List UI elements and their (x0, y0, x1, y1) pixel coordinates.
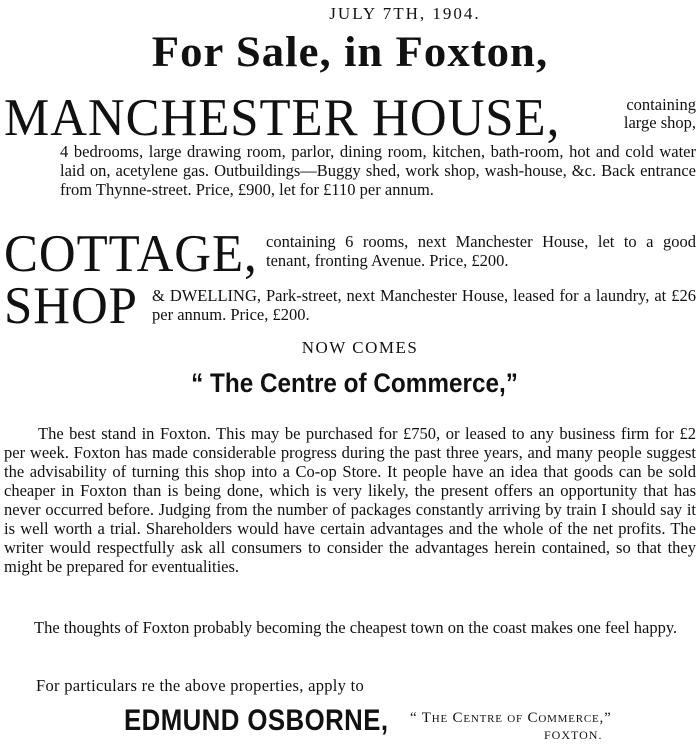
particulars-line: For particulars re the above properties, apply to (36, 676, 365, 695)
cottage-description: containing 6 rooms, next Manchester House, let to a good tenant, fronting Avenue. Price, £200. (266, 232, 696, 270)
centre-of-commerce-title: “ The Centre of Commerce,” (191, 368, 518, 398)
manchester-house-description: 4 bedrooms, large drawing room, parlor, dining room, kitchen, bath-room, hot and cold water laid on, acetylene gas. Outbuildings—Buggy shed, work shop, wash-house, &c. Back entrance from Thynne-street. Price, £900, let for £110 per annum. (60, 142, 696, 199)
foxton-paragraph-text: The thoughts of Foxton probably becoming the cheapest town on the coast makes one feel happy. (34, 618, 678, 637)
issue-date: JULY 7TH, 1904. (329, 4, 481, 23)
signature-name: EDMUND OSBORNE, (124, 704, 389, 737)
shop-title: SHOP (4, 277, 138, 335)
now-comes-heading: NOW COMES (301, 338, 419, 357)
description-paragraph (4, 424, 696, 576)
headline: For Sale, in Foxton, (151, 29, 549, 76)
signature-town: FOXTON. (544, 728, 603, 742)
shop-description: & DWELLING, Park-street, next Manchester House, leased for a laundry, at £26 per annum. Price, £200. (152, 286, 696, 324)
signature-business: “ The Centre of Commerce,” (410, 710, 612, 726)
manchester-house-title: MANCHESTER HOUSE, (4, 89, 561, 147)
description-paragraph-text: The best stand in Foxton. This may be purchased for £750, or leased to any business firm for £2 per week. Foxton has made considerable progress during the past three years, and many people suggest the advisability of turning this shop into a Co-op Store. It people have an idea that goods can be sold cheaper in Foxton than is being done, which is very likely, the present offers an opportunity that has never occurred before. Judging from the number of packages constantly arriving by train I should say it is well worth a trial. Shareholders would have certain advantages and the whole of the net profits. The writer would respectfully ask all consumers to consider the advantages herein contained, so that they might be prepared for eventualities. (4, 424, 696, 576)
cottage-title: COTTAGE, (4, 225, 258, 283)
manchester-house-side-text: containing large shop, (623, 95, 696, 132)
foxton-paragraph (4, 618, 696, 637)
